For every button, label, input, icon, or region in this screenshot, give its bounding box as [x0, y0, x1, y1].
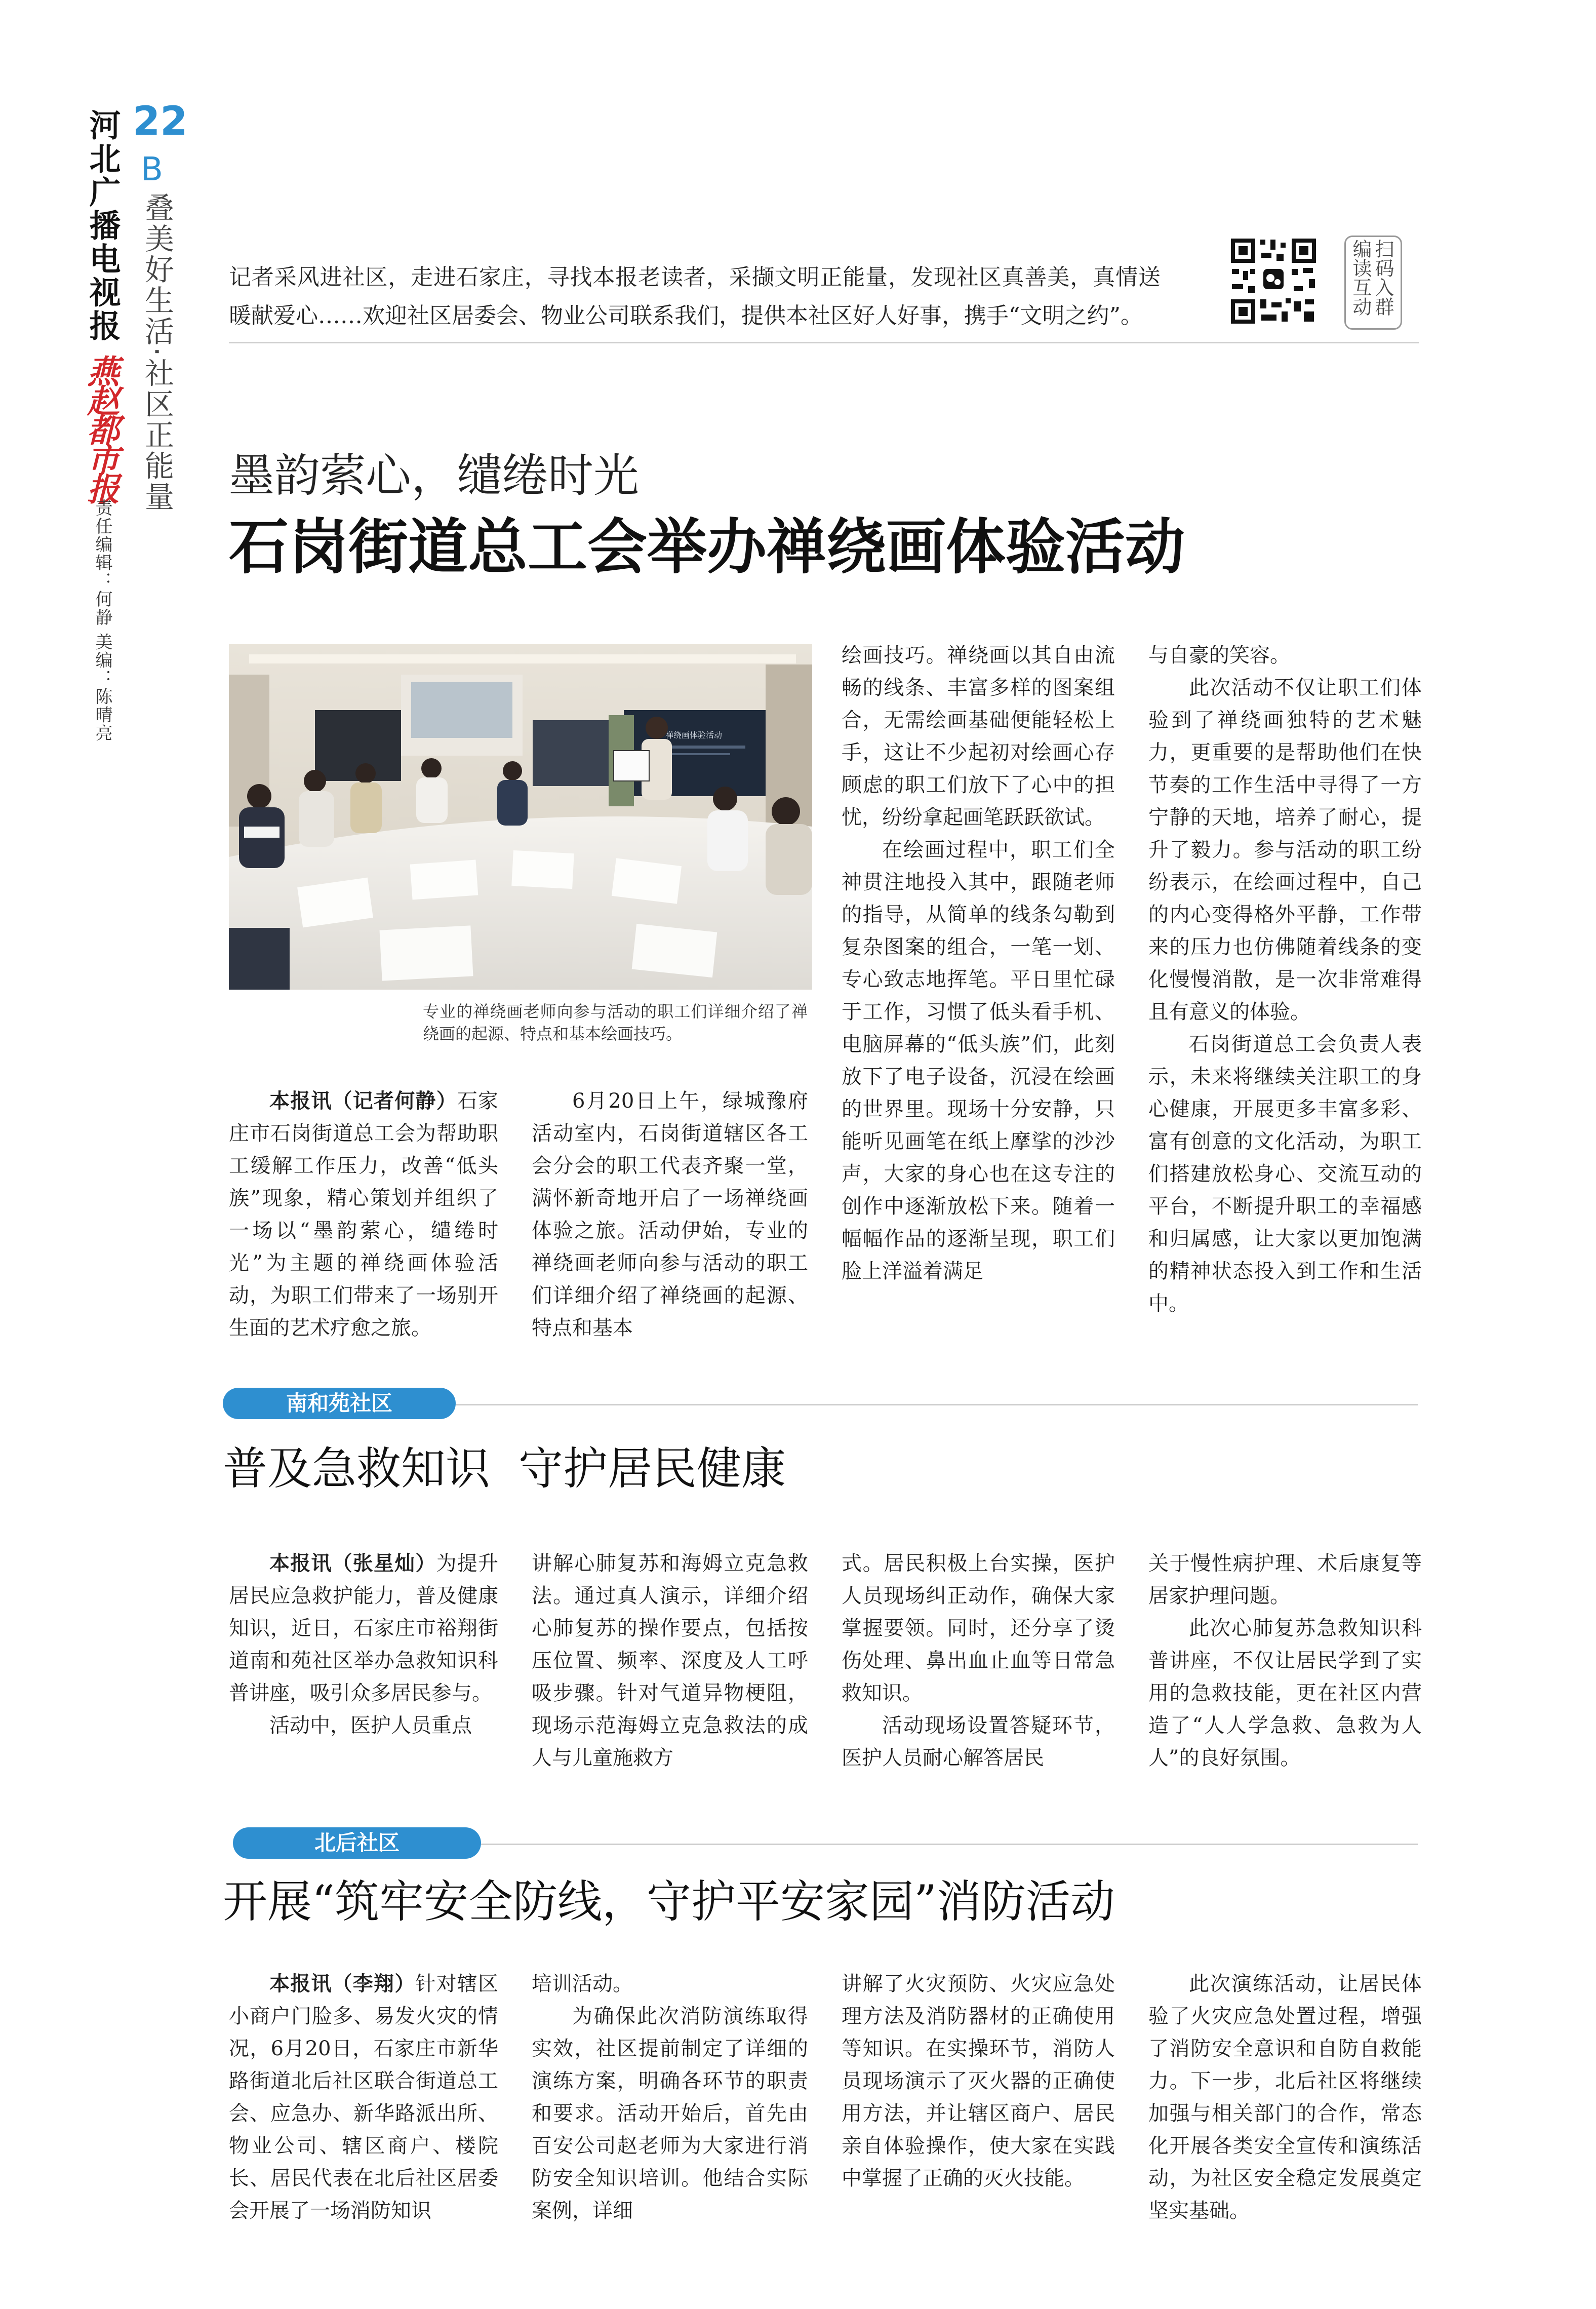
edition-letter: B: [141, 151, 163, 188]
article1-kicker: 墨韵萦心，缱绻时光: [229, 449, 639, 502]
paper-logo: 燕赵都市报: [82, 355, 119, 501]
article1-photo-caption: 专业的禅绕画老师向参与活动的职工们详细介绍了禅绕画的起源、特点和基本绘画技巧。: [423, 1002, 808, 1043]
article1-col1: 本报讯（记者何静）石家庄市石岗街道总工会为帮助职工缓解工作压力，改善“低头族”现象，精心策划并组织了一场以“墨韵萦心，缱绻时光”为主题的禅绕画体验活动，为职工们带来了一场别开生面的艺术疗愈之旅。: [229, 1089, 499, 1340]
section-title: 叠美好生活·社区正能量: [140, 192, 174, 513]
article2-headline: 普及急救知识 守护居民健康: [223, 1442, 786, 1495]
banner-text: 记者采风进社区，走进石家庄，寻找本报老读者，采撷文明正能量，发现社区真善美，真情送暖献爱心……欢迎社区居委会、物业公司联系我们，提供本社区好人好事，携手“文明之约”。: [229, 264, 1161, 329]
qr-caption: 扫码入群编读互动: [1349, 239, 1394, 316]
article1-byline: 本报讯（记者何静）: [269, 1089, 457, 1113]
article3-col4: 此次演练活动，让居民体验了火灾应急处置过程，增强了消防安全意识和自防自救能力。下一步，北后社区将继续加强与相关部门的合作，常态化开展各类安全宣传和演练活动，为社区安全稳定发展奠定坚实基础。: [1148, 1972, 1422, 2222]
screen-text: 禅绕画体验活动: [665, 730, 723, 740]
article3-tag-rule: [481, 1844, 1418, 1845]
article3-community-tag: 北后社区: [233, 1827, 481, 1859]
article2-col1: 本报讯（张星灿）为提升居民应急救护能力，普及健康知识，近日，石家庄市裕翔街道南和苑社区举办急救知识科普讲座，吸引众多居民参与。 活动中，医护人员重点: [229, 1551, 499, 1737]
article2-col3: 式。居民积极上台实操，医护人员现场纠正动作，确保大家掌握要领。同时，还分享了烫伤处理、鼻出血止血等日常急救知识。 活动现场设置答疑环节，医护人员耐心解答居民: [842, 1552, 1115, 1770]
article1-col4: 与自豪的笑容。 此次活动不仅让职工们体验到了禅绕画独特的艺术魅力，更重要的是帮助他们在快节奏的工作生活中寻得了一方宁静的天地，培养了耐心，提升了毅力。参与活动的职工纷纷表示，在绘画过程中，自己的内心变得格外平静，工作带来的压力也仿佛随着线条的变化慢慢消散，是一次非常难得且有意义的体验。 石岗街道总工会负责人表示，未来将继续关注职工的身心健康，开展更多丰富多彩、富有创意的文化活动，为职工们搭建放松身心、交流互动的平台，不断提升职工的幸福感和归属感，让大家以更加饱满的精神状态投入到工作和生活中。: [1148, 644, 1422, 1315]
qr-code-icon[interactable]: [1228, 236, 1319, 327]
article1-photo: [229, 644, 812, 990]
article3-col1: 本报讯（李翔）针对辖区小商户门脸多、易发火灾的情况，6月20日，石家庄市新华路街道北后社区联合街道总工会、应急办、新华路派出所、物业公司、辖区商户、楼院长、居民代表在北后社区居委会开展了一场消防知识: [229, 1972, 499, 2222]
article3-byline: 本报讯（李翔）: [269, 1972, 416, 1995]
article2-tag-rule: [456, 1404, 1418, 1405]
article2-col4: 关于慢性病护理、术后康复等居家护理问题。 此次心肺复苏急救知识科普讲座，不仅让居民学到了实用的急救技能，更在社区内营造了“人人学急救、急救为人人”的良好氛围。: [1148, 1552, 1422, 1770]
article1-col3: 绘画技巧。禅绕画以其自由流畅的线条、丰富多样的图案组合，无需绘画基础便能轻松上手，这让不少起初对绘画心存顾虑的职工们放下了心中的担忧，纷纷拿起画笔跃跃欲试。 在绘画过程中，职工们全神贯注地投入其中，跟随老师的指导，从简单的线条勾勒到复杂图案的组合，一笔一划、专心致志地挥笔。平日里忙碌于工作，习惯了低头看手机、电脑屏幕的“低头族”们，此刻放下了电子设备，沉浸在绘画的世界里。现场十分安静，只能听见画笔在纸上摩挲的沙沙声，大家的身心也在这专注的创作中逐渐放松下来。随着一幅幅作品的逐渐呈现，职工们脸上洋溢着满足: [842, 644, 1115, 1283]
article2-byline: 本报讯（张星灿）: [269, 1551, 436, 1575]
editor-credits: 责任编辑：何静 美编：陈晴亮: [92, 499, 112, 742]
article3-col3: 讲解了火灾预防、火灾应急处理方法及消防器材的正确使用等知识。在实操环节，消防人员现场演示了灭火器的正确使用方法，并让辖区商户、居民亲自体验操作，使大家在实践中掌握了正确的灭火技能。: [842, 1972, 1115, 2190]
article2-col2: 讲解心肺复苏和海姆立克急救法。通过真人演示，详细介绍心肺复苏的操作要点，包括按压位置、频率、深度及人工呼吸步骤。针对气道异物梗阻，现场示范海姆立克急救法的成人与儿童施救方: [532, 1552, 808, 1770]
article1-headline: 石岗街道总工会举办禅绕画体验活动: [229, 512, 1185, 582]
article2-community-tag: 南和苑社区: [223, 1388, 456, 1419]
banner-divider: [229, 342, 1419, 343]
article1-col2: 6月20日上午，绿城豫府活动室内，石岗街道辖区各工会分会的职工代表齐聚一堂，满怀新奇地开启了一场禅绕画体验之旅。活动伊始，专业的禅绕画老师向参与活动的职工们详细介绍了禅绕画的起源、特点和基本: [532, 1089, 808, 1340]
article3-headline: 开展“筑牢安全防线，守护平安家园”消防活动: [223, 1875, 1115, 1928]
page-number: 22: [133, 99, 188, 144]
article3-col2: 培训活动。 为确保此次消防演练取得实效，社区提前制定了详细的演练方案，明确各环节的职责和要求。活动开始后，首先由百安公司赵老师为大家进行消防安全知识培训。他结合实际案例，详细: [532, 1972, 808, 2222]
paper-name: 河北广播电视报: [84, 109, 121, 343]
